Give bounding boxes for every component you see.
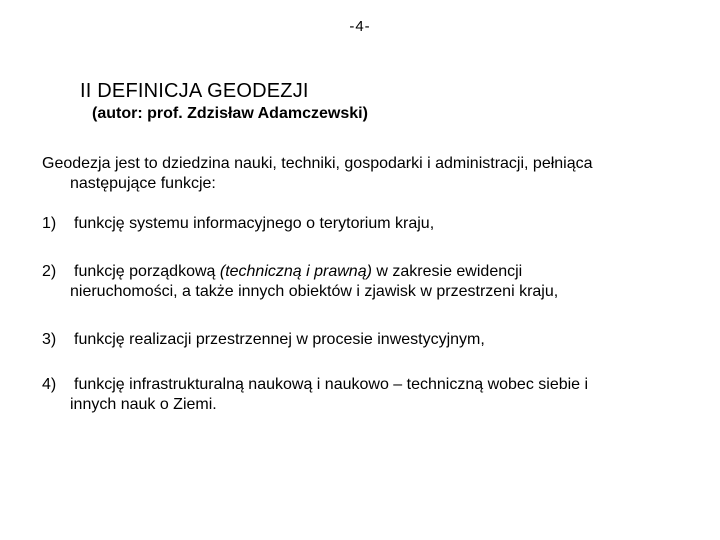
list-item-text: funkcję infrastrukturalną naukową i naukowo – techniczną wobec siebie i	[74, 376, 589, 393]
list-item	[42, 262, 692, 302]
list-item-continuation: innych nauk o Ziemi.	[70, 396, 217, 413]
section-heading: II DEFINICJA GEODEZJI	[80, 80, 309, 102]
list-item	[42, 375, 692, 415]
intro-paragraph	[42, 154, 692, 194]
list-item-continuation: nieruchomości, a także innych obiektów i zjawisk w przestrzeni kraju,	[70, 283, 559, 300]
list-item-text: funkcję systemu informacyjnego o terytorium kraju,	[74, 215, 435, 232]
list-item-number: 2)	[42, 263, 57, 280]
list-item-text: funkcję porządkową	[74, 263, 220, 280]
intro-line-1: Geodezja jest to dziedzina nauki, techniki, gospodarki i administracji, pełniąca	[42, 155, 593, 172]
list-item-italic-text: (techniczną i prawną)	[219, 263, 372, 280]
list-item-text: w zakresie ewidencji	[371, 263, 523, 280]
list-item-number: 3)	[42, 331, 57, 348]
list-item	[42, 330, 692, 350]
list-item	[42, 214, 692, 234]
list-item-text: funkcję realizacji przestrzennej w procesie inwestycyjnym,	[74, 331, 485, 348]
list-item-number: 1)	[42, 215, 57, 232]
list-item-number: 4)	[42, 376, 57, 393]
page-number: -4-	[349, 18, 371, 35]
intro-line-2: następujące funkcje:	[70, 175, 216, 192]
author-line: (autor: prof. Zdzisław Adamczewski)	[92, 105, 368, 122]
